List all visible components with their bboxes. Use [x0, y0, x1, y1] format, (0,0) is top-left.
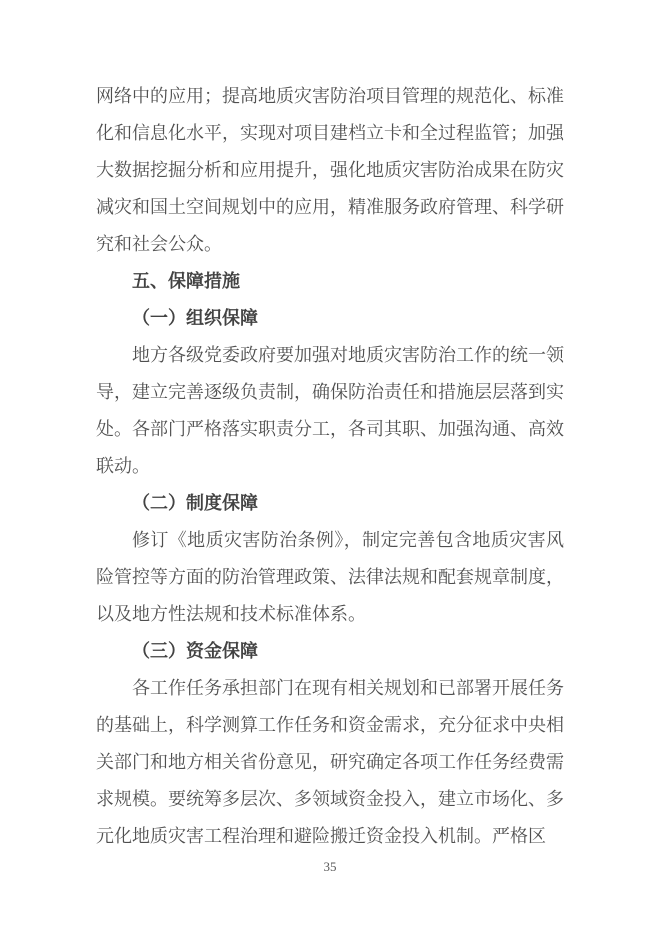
- paragraph-institutional-safeguard: 修订《地质灾害防治条例》，制定完善包含地质灾害风险管控等方面的防治管理政策、法律法规和配套规章制度，以及地方性法规和技术标准体系。: [96, 530, 564, 624]
- paragraph-continuation: 网络中的应用；提高地质灾害防治项目管理的规范化、标准化和信息化水平，实现对项目建档立卡和全过程监管；加强大数据挖掘分析和应用提升，强化地质灾害防治成果在防灾减灾和国土空间规划中的应用，精准服务政府管理、科学研究和社会公众。: [96, 86, 564, 254]
- section-heading-safeguard-measures: 五、保障措施: [132, 271, 240, 291]
- subsection-heading-institutional-safeguard: （二）制度保障: [132, 493, 258, 513]
- paragraph-funding-safeguard: 各工作任务承担部门在现有相关规划和已部署开展任务的基础上，科学测算工作任务和资金需求，充分征求中央相关部门和地方相关省份意见，研究确定各项工作任务经费需求规模。要统筹多层次、多领域资金投入，建立市场化、多元化地质灾害工程治理和避险搬迁资金投入机制。严格区: [96, 678, 564, 846]
- page-content: [96, 78, 564, 855]
- subsection-heading-funding-safeguard: （三）资金保障: [132, 641, 258, 661]
- page-number: 35: [323, 859, 337, 874]
- subsection-heading-organizational-safeguard: （一）组织保障: [132, 308, 258, 328]
- paragraph-organizational-safeguard: 地方各级党委政府要加强对地质灾害防治工作的统一领导，建立完善逐级负责制，确保防治责任和措施层层落到实处。各部门严格落实职责分工，各司其职、加强沟通、高效联动。: [96, 345, 564, 476]
